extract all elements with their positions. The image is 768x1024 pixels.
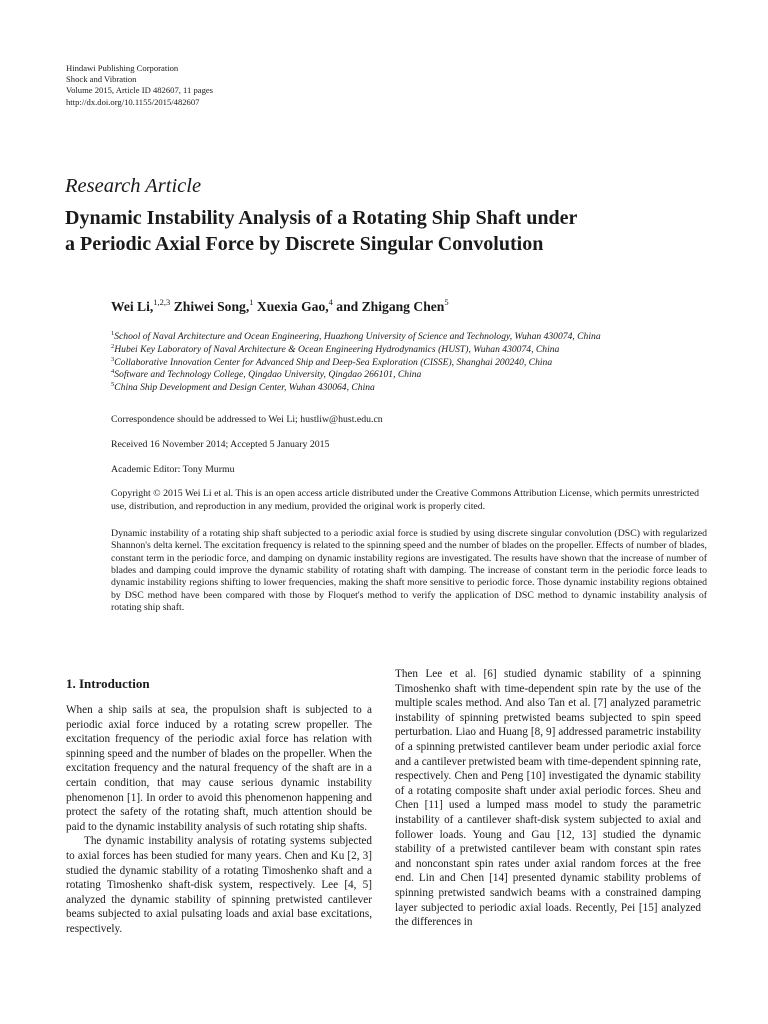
affiliation-marker: 2 <box>111 342 115 350</box>
section-heading: 1. Introduction <box>66 676 150 691</box>
affiliation-text: Collaborative Innovation Center for Advanced Ship and Deep-Sea Exploration (CISSE), Shanghai 200240, China <box>114 356 553 368</box>
affiliation-text: School of Naval Architecture and Ocean Engineering, Huazhong University of Science and Technology, Wuhan 430074, China <box>114 331 601 342</box>
abstract: Dynamic instability of a rotating ship shaft subjected to a periodic axial force is studied by using discrete singular convolution (DSC) with regularized Shannon's delta kernel. The excitation frequency is related to the spinning speed and the number of blades on the propeller. Effects of number of blades, constant term in the periodic force, and damping on dynamic instability regions are investigated. The results have shown that the increase of number of blades and damping could improve the dynamic stability of rotating shaft with damping. The increase of constant term in the periodic force leads to dynamic instability regions shifting to lower frequencies, making the shaft more sensitive to periodic force. Those dynamic instability regions obtained by DSC method have been compared with those by Floquet's method to verify the application of DSC method to dynamic instability analysis of rotating ship shaft. <box>111 528 707 614</box>
author-affiliation-marker: 1 <box>249 297 254 307</box>
copyright-notice: Copyright © 2015 Wei Li et al. This is an open access article distributed under the Creative Commons Attribution License, which permits unrestricted use, distribution, and reproduction in any medium, provided the original work is properly cited. <box>111 488 699 512</box>
affiliation-text: Software and Technology College, Qingdao University, Qingdao 266101, China <box>114 369 422 381</box>
affiliation-item <box>111 369 601 382</box>
author-list <box>111 298 449 316</box>
journal-name: Shock and Vibration <box>66 74 137 85</box>
author-name: Wei Li, <box>111 299 154 314</box>
received-dates: Received 16 November 2014; Accepted 5 January 2015 <box>111 439 330 450</box>
author-name: Zhiwei Song, <box>170 299 250 314</box>
publisher-name: Hindawi Publishing Corporation <box>66 63 179 73</box>
affiliation-text: Hubei Key Laboratory of Naval Architecture & Ocean Engineering Hydrodynamics (HUST), Wuhan 430074, China <box>114 343 560 355</box>
title-line-1: Dynamic Instability Analysis of a Rotating Ship Shaft under <box>65 207 578 229</box>
affiliation-marker: 1 <box>111 330 115 337</box>
affiliation-item <box>111 357 601 370</box>
affiliation-marker: 4 <box>111 368 115 376</box>
academic-editor: Academic Editor: Tony Murmu <box>111 464 235 475</box>
author-affiliation-marker: 4 <box>328 297 333 307</box>
author-affiliation-marker: 1,2,3 <box>153 297 171 307</box>
article-type: Research Article <box>65 175 202 197</box>
doi-link[interactable]: http://dx.doi.org/10.1155/2015/482607 <box>66 96 200 107</box>
affiliation-marker: 5 <box>111 381 115 389</box>
paper-title <box>65 205 705 257</box>
body-paragraph: When a ship sails at sea, the propulsion shaft is subjected to a periodic axial force induced by a rotating screw propeller. The excitation frequency of the periodic axial force has relation with spinning speed and the number of blades on the propeller. When the excitation frequency and the natural frequency of the shaft are in a certain condition, that may cause serious dynamic instability phenomenon [1]. In order to avoid this phenomenon happening and protect the safety of the rotating shaft, much attention should be paid to the dynamic instability analysis of such rotating ship shafts. <box>66 704 372 833</box>
affiliation-item <box>111 382 601 395</box>
affiliations <box>111 331 601 395</box>
title-line-2: a Periodic Axial Force by Discrete Singular Convolution <box>65 233 544 255</box>
affiliation-text: China Ship Development and Design Center, Wuhan 430064, China <box>114 382 375 394</box>
affiliation-marker: 3 <box>111 355 115 363</box>
affiliation-item <box>111 344 601 357</box>
body-paragraph: The dynamic instability analysis of rotating systems subjected to axial forces has been studied for many years. Chen and Ku [2, 3] studied the dynamic stability of a rotating Timoshenko shaft and a rotating Timoshenko shaft-disk system, respectively. Lee [4, 5] analyzed the dynamic stability of spinning pretwisted cantilever beams subjected to axial pulsating loads and axial base excitations, respectively. <box>66 835 372 935</box>
volume-line: Volume 2015, Article ID 482607, 11 pages <box>66 85 214 96</box>
right-column <box>395 667 701 930</box>
author-name: Xuexia Gao, <box>253 299 329 314</box>
correspondence: Correspondence should be addressed to Wei Li; hustliw@hust.edu.cn <box>111 414 383 425</box>
left-column <box>66 676 372 937</box>
journal-header <box>66 63 213 108</box>
author-name: and Zhigang Chen <box>332 299 445 314</box>
body-paragraph: Then Lee et al. [6] studied dynamic stability of a spinning Timoshenko shaft with time-dependent spin rate by the use of the multiple scales method. And also Tan et al. [7] analyzed parametric instability of spinning pretwisted beams subjected to spin speed perturbation. Liao and Huang [8, 9] addressed parametric instability of a spinning pretwisted cantilever beam under periodic axial force and a cantilever pretwisted beam with time-dependent spinning rate, respectively. Chen and Peng [10] investigated the dynamic stability of a rotating composite shaft under axial periodic forces. Sheu and Chen [11] used a lumped mass model to study the parametric instability of a cantilever shaft-disk system subjected to axial and follower loads. Young and Gau [12, 13] studied the dynamic stability of a pretwisted cantilever beam with constant spin rates and nonconstant spin rates under axial random forces at the free end. Lin and Chen [14] presented dynamic stability problems of spinning pretwisted sandwich beams with a constrained damping layer subjected to periodic axial loads. Recently, Pei [15] analyzed the differences in <box>395 668 701 929</box>
author-affiliation-marker: 5 <box>444 297 449 307</box>
affiliation-item <box>111 331 601 344</box>
